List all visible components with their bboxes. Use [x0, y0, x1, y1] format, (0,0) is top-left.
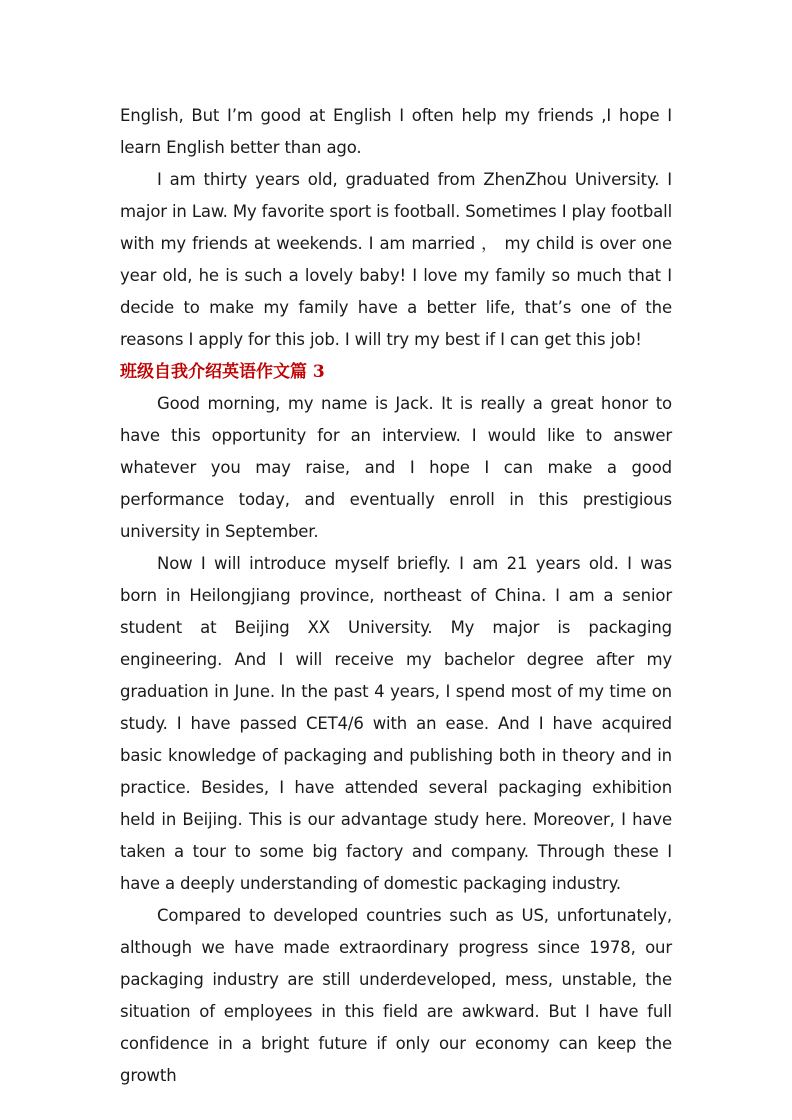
paragraph-continuation: English, But I’m good at English I often help my friends ,I hope I learn English better than ago. [120, 106, 672, 157]
section-heading: 班级自我介绍英语作文篇 3 [120, 362, 325, 382]
paragraph-industry-comparison: Compared to developed countries such as US, unfortunately, although we have made extraordinary progress since 1978, our packaging industry are still underdeveloped, mess, unstable, the situation of employees in this field are awkward. But I have full confidence in a bright future if only our economy can keep the growth [120, 906, 672, 1085]
paragraph-personal-intro: I am thirty years old, graduated from ZhenZhou University. I major in Law. My favorite sport is football. Sometimes I play football with my friends at weekends. I am married ， my child is over one year old, he is such a lovely baby! I love my family so much that I decide to make my family have a better life, that’s one of the reasons I apply for this job. I will try my best if I can get this job! [120, 170, 672, 349]
paragraph-self-introduction: Now I will introduce myself briefly. I am 21 years old. I was born in Heilongjiang province, northeast of China. I am a senior student at Beijing XX University. My major is packaging engineering. And I will receive my bachelor degree after my graduation in June. In the past 4 years, I spend most of my time on study. I have passed CET4/6 with an ease. And I have acquired basic knowledge of packaging and publishing both in theory and in practice. Besides, I have attended several packaging exhibition held in Beijing. This is our advantage study here. Moreover, I have taken a tour to some big factory and company. Through these I have a deeply understanding of domestic packaging industry. [120, 554, 672, 893]
document-page [120, 100, 672, 1092]
paragraph-greeting: Good morning, my name is Jack. It is really a great honor to have this opportunity for an interview. I would like to answer whatever you may raise, and I hope I can make a good performance today, and eventually enroll in this prestigious university in September. [120, 394, 672, 541]
